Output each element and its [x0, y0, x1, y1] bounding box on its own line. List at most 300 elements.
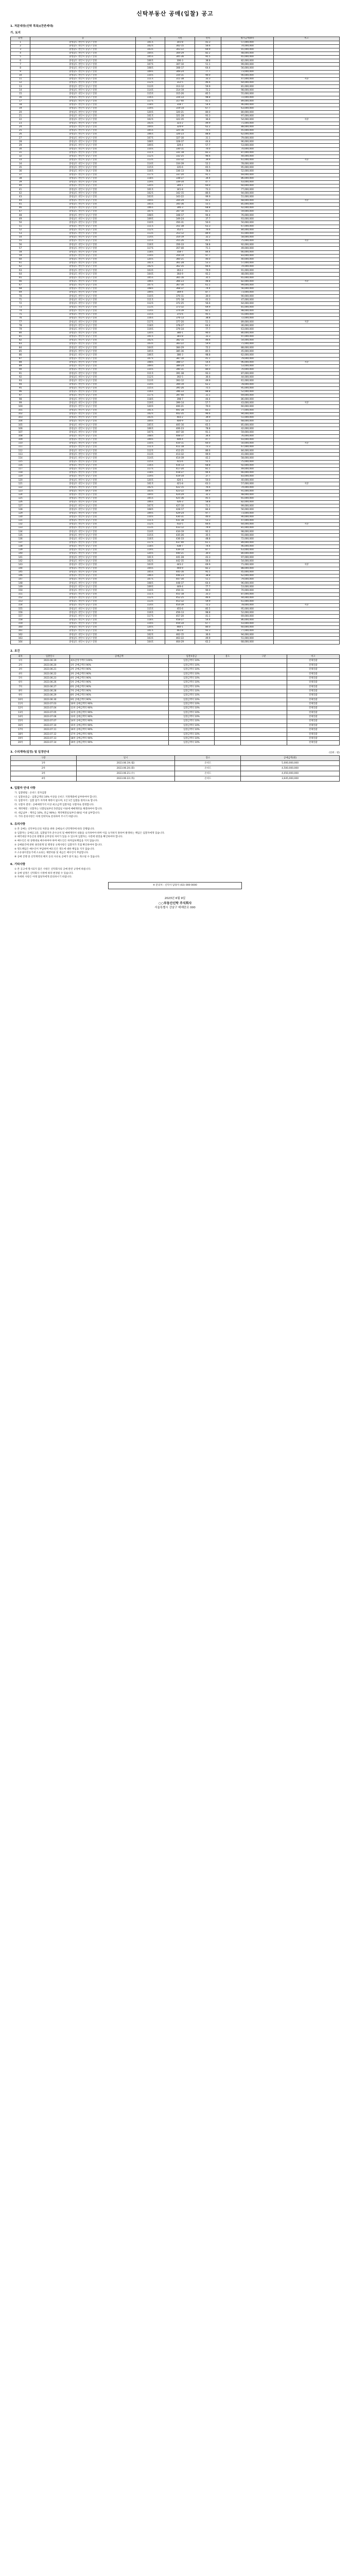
table-cell: 충청남도 천안시 동남구 일원 — [30, 192, 135, 195]
table-cell — [274, 445, 340, 449]
table-cell: 충청남도 천안시 동남구 일원 — [30, 618, 135, 622]
table-cell — [241, 732, 287, 736]
table-row — [11, 460, 340, 464]
table-cell: 9차 — [11, 693, 30, 698]
table-cell: 32 — [11, 155, 30, 158]
table-cell: 35.5 — [195, 534, 221, 537]
section-6-title: 6. 기타사항 — [10, 862, 26, 866]
table-cell — [274, 133, 340, 137]
table-cell: 충청남도 천안시 동남구 일원 — [30, 81, 135, 85]
table-row — [11, 379, 340, 383]
table-cell: 지분 — [274, 361, 340, 364]
table-cell: 92.2 — [195, 530, 221, 534]
terms-header-cell: 입찰보증금 — [168, 655, 214, 659]
contact-box: ※ 문의처 : 신탁사 담당자 (02) 000-0000 — [108, 882, 242, 889]
table-cell: 40,000,000 — [221, 258, 273, 261]
table-cell: 346-3 — [165, 206, 195, 210]
table-cell: 112호 — [135, 81, 165, 85]
table-cell: 78 — [11, 324, 30, 328]
table-cell: 73,000,000 — [221, 291, 273, 295]
terms-title: 2. 조건 — [10, 649, 20, 653]
table-cell: 423-22 — [165, 489, 195, 493]
table-cell: 102호 — [135, 118, 165, 122]
table-cell: 60,000,000 — [221, 405, 273, 409]
table-cell: 139 — [11, 548, 30, 552]
table-cell — [274, 343, 340, 346]
page-title: 신탁부동산 공매(입찰) 공고 — [136, 10, 214, 17]
table-cell: 충청남도 천안시 동남구 일원 — [30, 361, 135, 364]
table-cell: 충청남도 천안시 동남구 일원 — [30, 118, 135, 122]
table-cell — [274, 81, 340, 85]
table-cell: 전체일괄 — [287, 672, 339, 676]
table-row — [11, 372, 340, 376]
table-cell: 충청남도 천안시 동남구 일원 — [30, 409, 135, 412]
table-cell: 307-10 — [165, 63, 195, 66]
table-cell: 3차 — [11, 668, 30, 672]
table-cell: 37.7 — [195, 217, 221, 221]
table-cell: 56,000,000 — [221, 287, 273, 291]
table-cell — [274, 140, 340, 144]
notice-paragraph: ① 본 공고에 명시되지 않은 사항은 신탁회사의 공매 관련 규정에 따릅니다. — [14, 868, 91, 871]
table-cell — [274, 438, 340, 442]
table-cell: 7차 공매금액의 90% — [70, 689, 169, 693]
table-cell: 111호 — [135, 151, 165, 155]
table-cell: 338-27 — [165, 177, 195, 180]
table-cell: 4차 — [11, 672, 30, 676]
table-cell: 372-25 — [165, 302, 195, 306]
table-cell — [274, 309, 340, 313]
table-cell: 1차 — [11, 659, 30, 663]
table-cell: 5차 공매금액의 90% — [70, 681, 169, 685]
table-cell: 376-13 — [165, 317, 195, 320]
table-cell: 충청남도 천안시 동남구 일원 — [30, 527, 135, 530]
table-row — [11, 419, 340, 423]
table-cell: 입찰금액의 10% — [168, 732, 214, 736]
table-cell: 56,000,000 — [221, 508, 273, 512]
table-cell: 384-29 — [165, 346, 195, 350]
table-cell: 84,000,000 — [221, 449, 273, 453]
table-cell: 54,000,000 — [221, 118, 273, 122]
table-cell: 88,000,000 — [221, 346, 273, 350]
table-cell: 51,000,000 — [221, 416, 273, 419]
table-cell: 충청남도 천안시 동남구 일원 — [30, 372, 135, 376]
table-cell: 10차 공매금액의 90% — [70, 702, 169, 706]
table-row — [11, 530, 340, 534]
table-cell — [274, 99, 340, 103]
property-header-cell: 평가금액(m²) — [221, 37, 273, 41]
table-cell: 105호 — [135, 570, 165, 574]
table-cell: 60,000,000 — [221, 625, 273, 629]
table-cell: 111호 — [135, 445, 165, 449]
table-cell — [241, 659, 287, 663]
table-cell: 62.2 — [195, 640, 221, 644]
table-cell: 130 — [11, 515, 30, 519]
table-cell: 115호 — [135, 92, 165, 96]
table-cell: 충청남도 천안시 동남구 일원 — [30, 309, 135, 313]
table-cell: 91,000,000 — [221, 48, 273, 52]
table-cell — [274, 501, 340, 504]
table-cell: 85.5 — [195, 607, 221, 611]
table-row — [11, 630, 340, 633]
table-cell: 378-27 — [165, 324, 195, 328]
table-cell — [274, 611, 340, 615]
table-cell: 온비드 — [175, 776, 241, 782]
table-cell — [274, 295, 340, 298]
table-cell: 323-2 — [165, 122, 195, 125]
table-cell: 306-3 — [165, 59, 195, 63]
table-cell: 53,000,000 — [221, 585, 273, 589]
table-row — [11, 596, 340, 600]
table-cell — [274, 416, 340, 419]
table-cell: 108호 — [135, 214, 165, 217]
table-cell: 109호 — [135, 364, 165, 368]
table-row — [11, 582, 340, 585]
table-row — [11, 501, 340, 504]
table-cell: 88,000,000 — [221, 125, 273, 129]
table-cell: 74.4 — [195, 545, 221, 548]
table-cell: 2023.07.13 — [30, 736, 70, 740]
table-cell: 92.2 — [195, 273, 221, 276]
table-cell — [274, 202, 340, 206]
table-cell: 충청남도 천안시 동남구 일원 — [30, 155, 135, 158]
table-cell — [274, 225, 340, 228]
table-cell: 382-15 — [165, 338, 195, 342]
table-cell: 117호 — [135, 99, 165, 103]
table-cell: 38.8 — [195, 574, 221, 578]
table-cell: 입찰금액의 10% — [168, 719, 214, 723]
table-cell: 448-37 — [165, 582, 195, 585]
table-cell — [274, 96, 340, 99]
table-cell: 44,000,000 — [221, 376, 273, 379]
table-cell: 74.4 — [195, 287, 221, 291]
table-cell: 440-21 — [165, 552, 195, 556]
table-cell — [274, 261, 340, 265]
section-1-subtitle: 가. 토지 — [10, 31, 21, 35]
table-cell: 385-36 — [165, 350, 195, 353]
table-cell: 337-20 — [165, 173, 195, 177]
table-cell: 96,000,000 — [221, 361, 273, 364]
table-cell — [274, 578, 340, 582]
table-cell — [241, 663, 287, 667]
table-row — [11, 493, 340, 497]
table-row — [11, 604, 340, 607]
table-cell: 395-26 — [165, 386, 195, 390]
table-cell: 398-7 — [165, 398, 195, 401]
table-cell: 129 — [11, 512, 30, 515]
table-cell: 431-38 — [165, 519, 195, 522]
table-cell: 77,000,000 — [221, 630, 273, 633]
table-cell — [274, 122, 340, 125]
table-row — [11, 685, 340, 689]
table-cell: 94,000,000 — [221, 633, 273, 637]
table-row — [11, 761, 340, 766]
table-cell — [274, 412, 340, 416]
table-cell: 75,000,000 — [221, 240, 273, 243]
table-cell: 41,000,000 — [221, 232, 273, 235]
table-cell: 67.7 — [195, 622, 221, 625]
table-cell: 입찰금액의 10% — [168, 706, 214, 710]
table-cell: 충청남도 천안시 동남구 일원 — [30, 331, 135, 335]
table-row — [11, 719, 340, 723]
table-cell — [274, 346, 340, 350]
table-cell: 403-2 — [165, 416, 195, 419]
table-cell: 충청남도 천안시 동남구 일원 — [30, 622, 135, 625]
table-row — [11, 394, 340, 398]
table-cell: 3 — [11, 48, 30, 52]
table-cell — [274, 221, 340, 225]
table-cell: 117 — [11, 467, 30, 471]
table-cell: 303-22 — [165, 48, 195, 52]
table-cell: 76 — [11, 317, 30, 320]
table-cell: 105호 — [135, 202, 165, 206]
table-cell: 116호 — [135, 170, 165, 173]
table-cell: 충청남도 천안시 동남구 일원 — [30, 390, 135, 394]
table-cell: 432-5 — [165, 522, 195, 526]
table-cell: 충청남도 천안시 동남구 일원 — [30, 77, 135, 81]
table-cell: 온비드 — [175, 766, 241, 771]
table-cell: 339-34 — [165, 180, 195, 184]
table-cell: 충청남도 천안시 동남구 일원 — [30, 434, 135, 438]
table-cell: 108호 — [135, 582, 165, 585]
table-row — [11, 335, 340, 338]
table-cell — [274, 56, 340, 59]
table-cell: 지분 — [274, 159, 340, 162]
table-cell — [274, 258, 340, 261]
table-cell: 51,000,000 — [221, 637, 273, 640]
table-cell — [274, 250, 340, 254]
table-cell: 77.7 — [195, 70, 221, 74]
table-row — [11, 125, 340, 129]
table-cell: 322-35 — [165, 118, 195, 122]
table-cell: 충청남도 천안시 동남구 일원 — [30, 530, 135, 534]
table-cell: 65,000,000 — [221, 276, 273, 280]
table-cell: 100 — [11, 405, 30, 409]
table-cell: 충청남도 천안시 동남구 일원 — [30, 585, 135, 589]
table-cell: 63,000,000 — [221, 328, 273, 331]
table-cell: 98.8 — [195, 353, 221, 357]
table-cell: 충청남도 천안시 동남구 일원 — [30, 199, 135, 202]
table-cell: 107호 — [135, 210, 165, 213]
table-cell: 전체일괄 — [287, 732, 339, 736]
table-cell: 53,000,000 — [221, 364, 273, 368]
table-cell: 113호 — [135, 453, 165, 456]
table-cell — [274, 188, 340, 192]
table-cell: 84 — [11, 346, 30, 350]
table-cell: 10 — [11, 74, 30, 77]
table-cell: 112 — [11, 449, 30, 453]
table-cell: 356-33 — [165, 243, 195, 247]
table-cell: 83.3 — [195, 409, 221, 412]
table-cell: 435-26 — [165, 534, 195, 537]
table-cell: 30 — [11, 147, 30, 151]
schedule-header-cell: 장소 — [175, 756, 241, 761]
table-cell — [241, 676, 287, 680]
table-cell: 138 — [11, 545, 30, 548]
table-cell: 59.9 — [195, 600, 221, 603]
table-cell — [274, 298, 340, 302]
table-cell: 109호 — [135, 512, 165, 515]
table-row — [11, 431, 340, 434]
table-cell: 42 — [11, 192, 30, 195]
table-row — [11, 56, 340, 59]
table-cell: 53,000,000 — [221, 144, 273, 147]
table-cell — [274, 386, 340, 390]
table-cell: 77,000,000 — [221, 188, 273, 192]
table-cell: 13차 공매금액의 90% — [70, 715, 169, 719]
table-cell: 97.7 — [195, 512, 221, 515]
table-row — [11, 386, 340, 390]
table-cell: 54,000,000 — [221, 338, 273, 342]
table-cell: 74,000,000 — [221, 486, 273, 489]
table-cell: 33.3 — [195, 77, 221, 81]
table-cell — [274, 180, 340, 184]
table-cell: 69 — [11, 291, 30, 295]
terms-header-cell: 공매금액 — [70, 655, 169, 659]
table-cell: 90,000,000 — [221, 295, 273, 298]
table-cell: 충청남도 천안시 동남구 일원 — [30, 269, 135, 273]
table-cell: 20차 — [11, 741, 30, 745]
table-cell: 2023.07.04 — [30, 706, 70, 710]
table-cell: 126 — [11, 501, 30, 504]
table-row — [11, 214, 340, 217]
table-cell: 지분 — [274, 563, 340, 567]
table-cell: 461-8 — [165, 630, 195, 633]
table-cell: 42,000,000 — [221, 206, 273, 210]
table-cell: 67.7 — [195, 107, 221, 111]
table-cell: 66,000,000 — [221, 250, 273, 254]
table-cell: 1 — [11, 41, 30, 44]
table-cell: 26 — [11, 133, 30, 137]
table-cell: 50.0 — [195, 479, 221, 482]
table-cell: 45,000,000 — [221, 570, 273, 574]
table-cell: 115호 — [135, 313, 165, 316]
table-cell: 75.5 — [195, 129, 221, 132]
table-cell: 103호 — [135, 489, 165, 493]
table-cell — [274, 552, 340, 556]
table-cell: 17차 공매금액의 90% — [70, 732, 169, 736]
table-cell: 419-34 — [165, 475, 195, 479]
table-cell: 108호 — [135, 287, 165, 291]
table-cell — [274, 497, 340, 500]
table-row — [11, 741, 340, 745]
table-cell: 160 — [11, 625, 30, 629]
table-row — [11, 302, 340, 306]
table-cell: 68.8 — [195, 464, 221, 467]
table-cell: 충청남도 천안시 동남구 일원 — [30, 63, 135, 66]
table-row — [11, 89, 340, 92]
table-cell: 71.1 — [195, 504, 221, 508]
table-row — [11, 162, 340, 166]
table-cell: 충청남도 천안시 동남구 일원 — [30, 596, 135, 600]
table-cell: 33.3 — [195, 592, 221, 596]
table-cell — [215, 685, 241, 689]
table-row — [11, 405, 340, 409]
table-cell: 43,000,000 — [221, 401, 273, 405]
table-cell: 충청남도 천안시 동남구 일원 — [30, 548, 135, 552]
table-cell: 충청남도 천안시 동남구 일원 — [30, 519, 135, 522]
table-cell: 120호 — [135, 184, 165, 188]
table-cell: 118호 — [135, 545, 165, 548]
table-cell: 317-40 — [165, 99, 195, 103]
table-cell: 충청남도 천안시 동남구 일원 — [30, 563, 135, 567]
table-cell: 86.6 — [195, 192, 221, 195]
notice-paragraph: ② 공매 일정은 신탁회사 사정에 따라 변경될 수 있습니다. — [14, 872, 74, 875]
table-cell: 120호 — [135, 625, 165, 629]
table-cell: 23 — [11, 122, 30, 125]
table-cell: 39 — [11, 180, 30, 184]
table-row — [11, 273, 340, 276]
table-cell: 107호 — [135, 578, 165, 582]
table-cell — [274, 390, 340, 394]
table-cell: 93,000,000 — [221, 438, 273, 442]
table-cell: 80,000,000 — [221, 111, 273, 114]
table-cell: 62,000,000 — [221, 353, 273, 357]
table-cell: 충청남도 천안시 동남구 일원 — [30, 386, 135, 390]
table-cell: 407-30 — [165, 431, 195, 434]
table-cell: 107호 — [135, 431, 165, 434]
table-cell: 375-6 — [165, 313, 195, 316]
table-cell: 충청남도 천안시 동남구 일원 — [30, 202, 135, 206]
table-cell: 34.4 — [195, 177, 221, 180]
table-cell: 96 — [11, 390, 30, 394]
table-row — [11, 412, 340, 416]
table-cell: 충청남도 천안시 동남구 일원 — [30, 228, 135, 232]
table-cell: 98,000,000 — [221, 89, 273, 92]
table-cell: 387-10 — [165, 357, 195, 361]
table-cell: 63.3 — [195, 225, 221, 228]
notice-paragraph: 다. 입찰자격 : 입찰 참가 자격에 제한이 없으며, 1인 1건 입찰을 원칙으로 합니다. — [14, 800, 98, 803]
table-cell — [274, 177, 340, 180]
table-cell — [274, 107, 340, 111]
table-row — [11, 640, 340, 644]
table-cell: 충청남도 천안시 동남구 일원 — [30, 195, 135, 199]
table-row — [11, 486, 340, 489]
table-cell: 147 — [11, 578, 30, 582]
table-cell: 72.2 — [195, 604, 221, 607]
table-cell: 114 — [11, 456, 30, 460]
table-cell: 51.1 — [195, 578, 221, 582]
property-table-body — [11, 41, 340, 644]
table-cell: 충청남도 천안시 동남구 일원 — [30, 129, 135, 132]
table-row — [11, 184, 340, 188]
table-cell: 15차 — [11, 719, 30, 723]
table-cell: 54.4 — [195, 103, 221, 107]
table-cell: 2023.07.03 — [30, 702, 70, 706]
table-cell: 112호 — [135, 155, 165, 158]
table-row — [11, 44, 340, 48]
table-cell: 충청남도 천안시 동남구 일원 — [30, 177, 135, 180]
table-cell: 58.8 — [195, 501, 221, 504]
table-cell: 116 — [11, 464, 30, 467]
table-cell: 103호 — [135, 563, 165, 567]
table-cell: 453-32 — [165, 600, 195, 603]
table-cell: 451-18 — [165, 592, 195, 596]
table-cell: 86.6 — [195, 449, 221, 453]
table-cell: 370-11 — [165, 295, 195, 298]
table-cell: 충청남도 천안시 동남구 일원 — [30, 350, 135, 353]
table-row — [11, 192, 340, 195]
footer-org: ○○부동산신탁 주식회사 — [158, 901, 192, 905]
table-cell: 충청남도 천안시 동남구 일원 — [30, 346, 135, 350]
table-row — [11, 247, 340, 250]
table-cell: 50,000,000 — [221, 221, 273, 225]
table-cell — [274, 541, 340, 545]
table-cell: 80,000,000 — [221, 331, 273, 335]
notice-paragraph: ⑦ 소유권이전등기에 소요되는 제반비용 및 세금은 매수인이 부담합니다. — [14, 852, 89, 855]
schedule-table — [10, 755, 340, 782]
table-cell: 90,000,000 — [221, 74, 273, 77]
table-row — [11, 295, 340, 298]
